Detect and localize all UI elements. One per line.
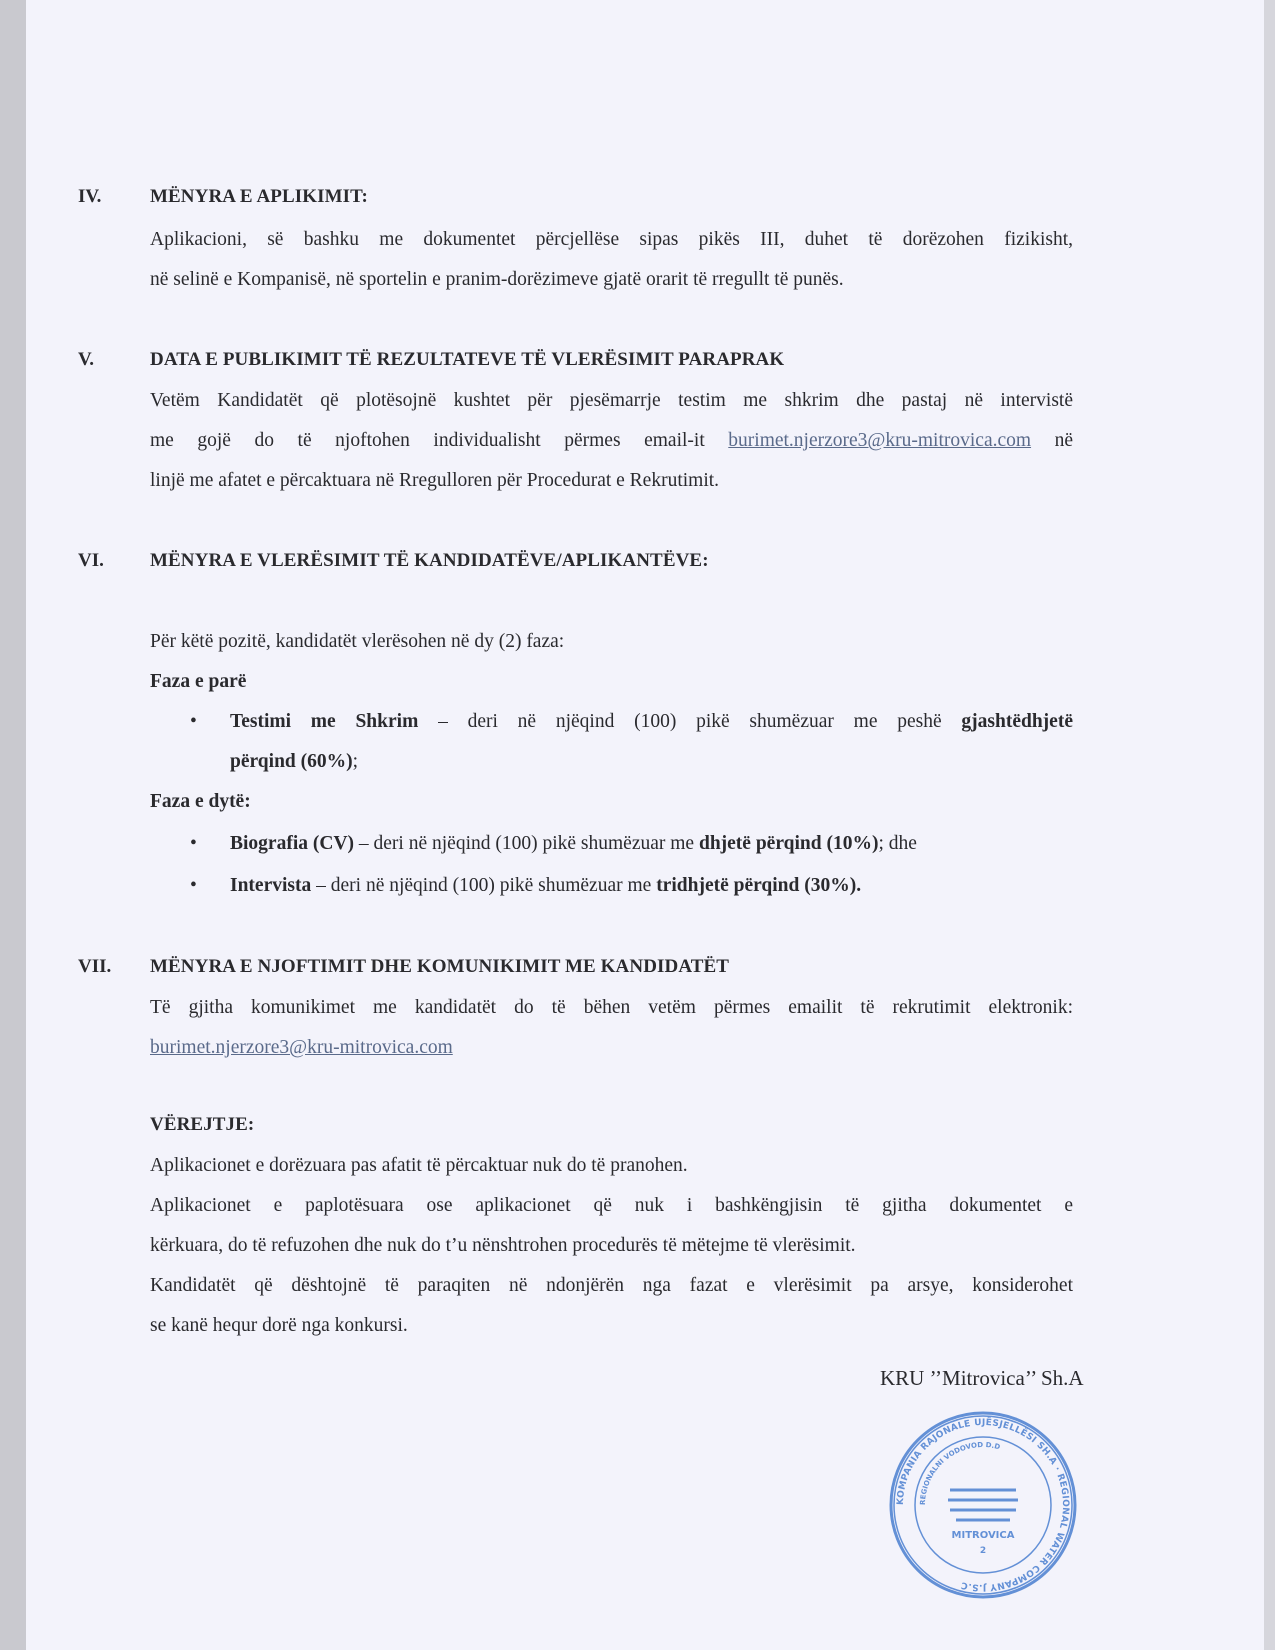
list-item-text: [230, 866, 1073, 906]
section-title: MËNYRA E VLERËSIMIT TË KANDIDATËVE/APLIKANTËVE:: [150, 550, 709, 571]
bold-text: përqind (60%): [230, 751, 353, 772]
text: – deri në njëqind (100) pikë shumëzuar me peshë: [418, 711, 962, 732]
bullet-icon: •: [190, 833, 197, 854]
section-title: MËNYRA E APLIKIMIT:: [150, 186, 368, 207]
list-item: [190, 702, 1073, 782]
text-line: Vetëm Kandidatët që plotësojnë kushtet për pjesëmarrje testim me shkrim dhe pastaj në intervistë: [150, 390, 1073, 411]
section-title: DATA E PUBLIKIMIT TË REZULTATEVE TË VLERËSIMIT PARAPRAK: [150, 349, 785, 370]
phase-label: Faza e dytë:: [150, 791, 251, 812]
bold-text: tridhjetë përqind (30%).: [656, 875, 862, 896]
section-number: VII.: [78, 956, 112, 977]
section-number: IV.: [78, 186, 102, 207]
bullet-icon: •: [190, 875, 197, 896]
bullet-icon: •: [190, 711, 197, 732]
text-line: linjë me afatet e përcaktuara në Rregulloren për Procedurat e Rekrutimit.: [150, 470, 720, 491]
text-line: Aplikacionet e dorëzuara pas afatit të përcaktuar nuk do të pranohen.: [150, 1155, 688, 1176]
stamp-number-text: 2: [979, 1546, 987, 1556]
section-body: [150, 220, 1073, 300]
section-title: MËNYRA E NJOFTIMIT DHE KOMUNIKIMIT ME KANDIDATËT: [150, 956, 730, 977]
text-line: [150, 421, 1073, 461]
section-body: [150, 381, 1073, 501]
notes-title: VËREJTJE:: [150, 1114, 255, 1135]
text-line: kërkuara, do të refuzohen dhe nuk do t’u nënshtrohen procedurës të mëtejme të vlerësimit.: [150, 1235, 856, 1256]
text: ;: [352, 751, 359, 772]
text: me gojë do të njoftohen individualisht përmes email-it: [150, 430, 729, 451]
phase-label: Faza e parë: [150, 671, 247, 692]
section-body: [150, 988, 1073, 1068]
notes-body: [150, 1146, 1073, 1346]
section-number: VI.: [78, 550, 104, 571]
bold-text: gjashtëdhjetë: [961, 711, 1073, 732]
company-stamp-icon: [888, 1410, 1078, 1600]
text-line: Kandidatët që dështojnë të paraqiten në ndonjërën nga fazat e vlerësimit pa arsye, konsiderohet: [150, 1275, 1073, 1296]
list-item-text: [230, 824, 1073, 864]
text: në: [1031, 430, 1073, 451]
section-number: V.: [78, 349, 95, 370]
stamp-outer-text: KOMPANIA RAJONALE UJËSJELLËSI SH.A · REGIONAL WATER COMPANY J.S.C: [895, 1417, 1071, 1593]
bold-text: Biografia (CV): [230, 833, 355, 854]
email-link[interactable]: burimet.njerzore3@kru-mitrovica.com: [728, 430, 1032, 451]
list-item: [190, 824, 1073, 864]
list-item-text: [230, 702, 1073, 782]
signature-company: KRU ’’Mitrovica’’ Sh.A: [880, 1366, 1084, 1390]
text-line: Aplikacioni, së bashku me dokumentet përcjellëse sipas pikës III, duhet të dorëzohen fizikisht,: [150, 229, 1073, 250]
stamp-inner-text: REGIONALNI VODOVOD D.D: [918, 1440, 1001, 1506]
text-line: Të gjitha komunikimet me kandidatët do të bëhen vetëm përmes emailit të rekrutimit elektronik:: [150, 997, 1073, 1018]
text: – deri në njëqind (100) pikë shumëzuar me: [354, 833, 699, 854]
text: ; dhe: [878, 833, 917, 854]
text: – deri në njëqind (100) pikë shumëzuar me: [311, 875, 657, 896]
svg-text:REGIONALNI VODOVOD D.D: [919, 1441, 1001, 1505]
email-link[interactable]: burimet.njerzore3@kru-mitrovica.com: [150, 1037, 453, 1058]
text-line: se kanë hequr dorë nga konkursi.: [150, 1315, 408, 1336]
text-line: në selinë e Kompanisë, në sportelin e pranim-dorëzimeve gjatë orarit të rregullt të punës.: [150, 269, 844, 290]
bold-text: dhjetë përqind (10%): [698, 833, 879, 854]
stamp-center-text: MITROVICA: [951, 1530, 1015, 1541]
scan-edge: [1264, 0, 1275, 1650]
bold-text: Intervista: [230, 875, 312, 896]
bold-text: Testimi me Shkrim: [230, 711, 419, 732]
intro-text: Për këtë pozitë, kandidatët vlerësohen në dy (2) faza:: [150, 631, 565, 652]
list-item: [190, 866, 1073, 906]
text-line: Aplikacionet e paplotësuara ose aplikacionet që nuk i bashkëngjisin të gjitha dokumentet e: [150, 1195, 1073, 1216]
